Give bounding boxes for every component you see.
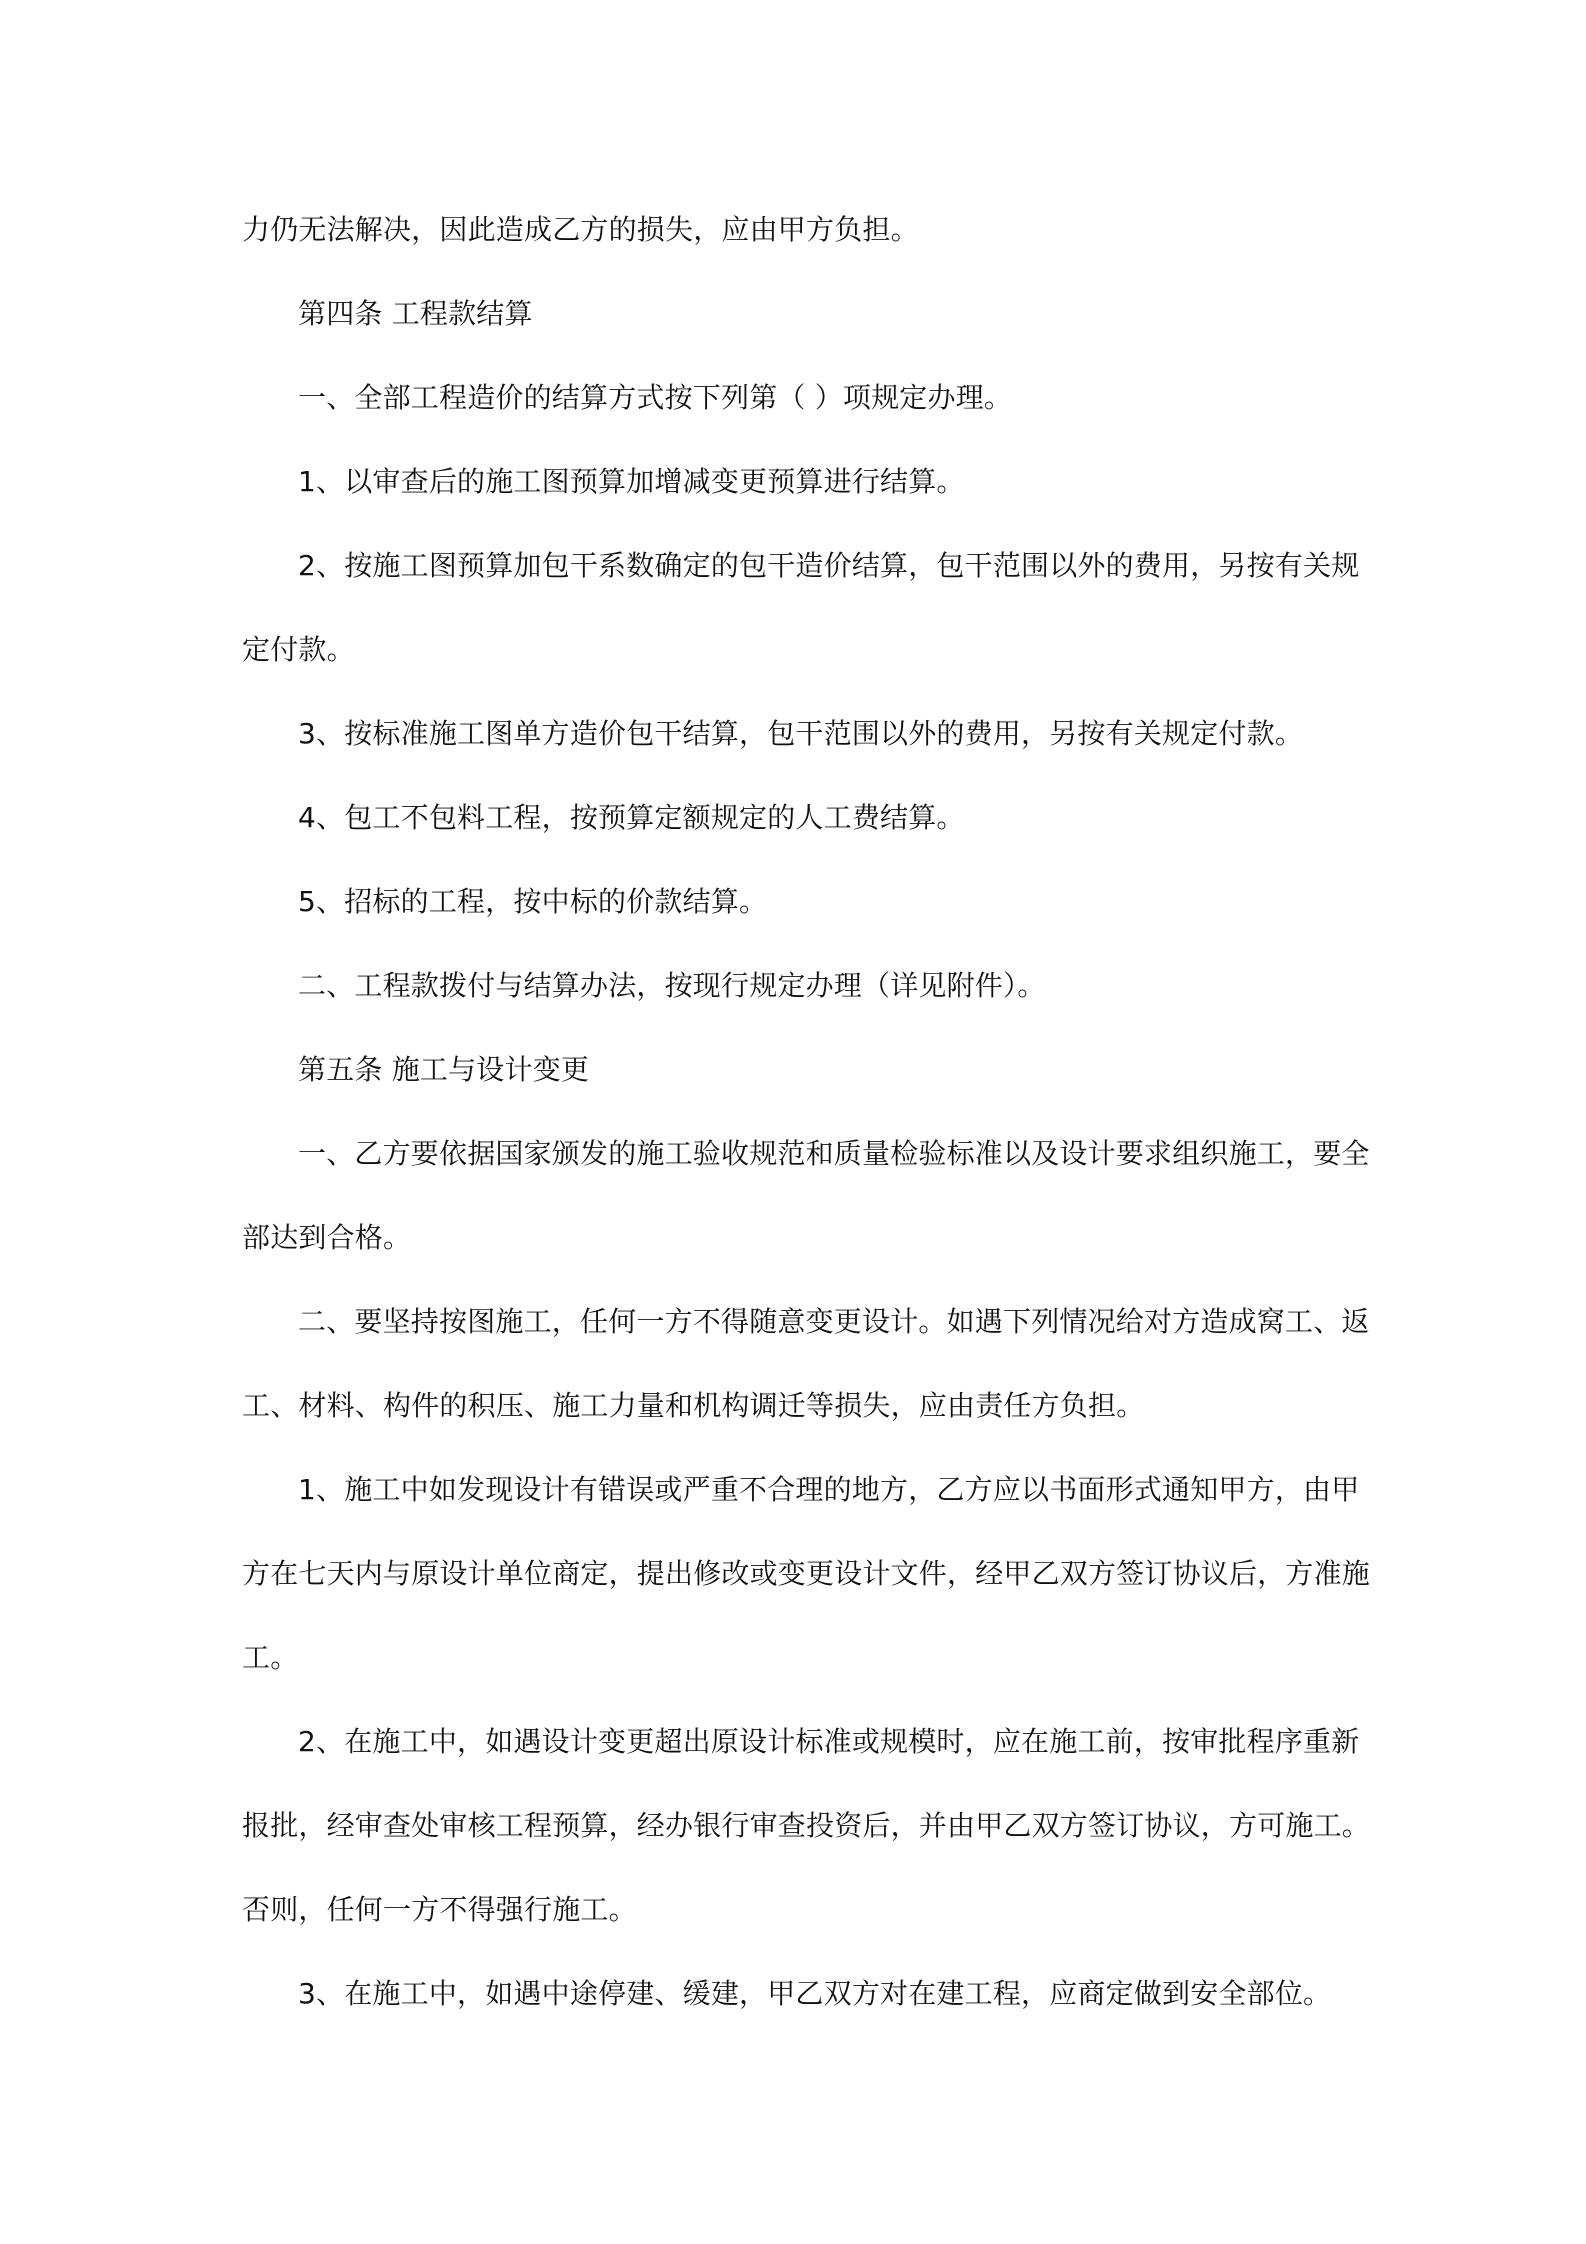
list-item-continuation: 定付款。 (242, 633, 355, 666)
paragraph-continuation: 工、材料、构件的积压、施工力量和机构调迁等损失，应由责任方负担。 (242, 1389, 1145, 1422)
paragraph-continuation: 部达到合格。 (242, 1221, 412, 1254)
list-item: 4、包工不包料工程，按预算定额规定的人工费结算。 (298, 801, 965, 834)
list-item: 1、施工中如发现设计有错误或严重不合理的地方，乙方应以书面形式通知甲方，由甲 (298, 1473, 1360, 1506)
article-heading: 第四条 工程款结算 (298, 297, 533, 330)
list-item: 3、在施工中，如遇中途停建、缓建，甲乙双方对在建工程，应商定做到安全部位。 (298, 1977, 1332, 2010)
paragraph-line: 一、全部工程造价的结算方式按下列第（ ）项规定办理。 (298, 381, 1013, 414)
article-heading: 第五条 施工与设计变更 (298, 1053, 590, 1086)
list-item-continuation: 报批，经审查处审核工程预算，经办银行审查投资后，并由甲乙双方签订协议，方可施工。 (242, 1809, 1371, 1842)
list-item: 3、按标准施工图单方造价包干结算，包干范围以外的费用，另按有关规定付款。 (298, 717, 1304, 750)
list-item-continuation: 工。 (242, 1641, 299, 1674)
paragraph-line: 力仍无法解决，因此造成乙方的损失，应由甲方负担。 (242, 213, 919, 246)
list-item: 5、招标的工程，按中标的价款结算。 (298, 885, 768, 918)
list-item: 2、在施工中，如遇设计变更超出原设计标准或规模时，应在施工前，按审批程序重新 (298, 1725, 1360, 1758)
paragraph-line: 二、工程款拨付与结算办法，按现行规定办理（详见附件）。 (298, 969, 1046, 1002)
paragraph-line: 二、要坚持按图施工，任何一方不得随意变更设计。如遇下列情况给对方造成窝工、返 (298, 1305, 1370, 1338)
list-item: 1、以审查后的施工图预算加增减变更预算进行结算。 (298, 465, 965, 498)
list-item-continuation: 方在七天内与原设计单位商定，提出修改或变更设计文件，经甲乙双方签订协议后，方准施 (242, 1557, 1371, 1590)
paragraph-line: 一、乙方要依据国家颁发的施工验收规范和质量检验标准以及设计要求组织施工，要全 (298, 1137, 1370, 1170)
list-item-continuation: 否则，任何一方不得强行施工。 (242, 1893, 637, 1926)
list-item: 2、按施工图预算加包干系数确定的包干造价结算，包干范围以外的费用，另按有关规 (298, 549, 1360, 582)
